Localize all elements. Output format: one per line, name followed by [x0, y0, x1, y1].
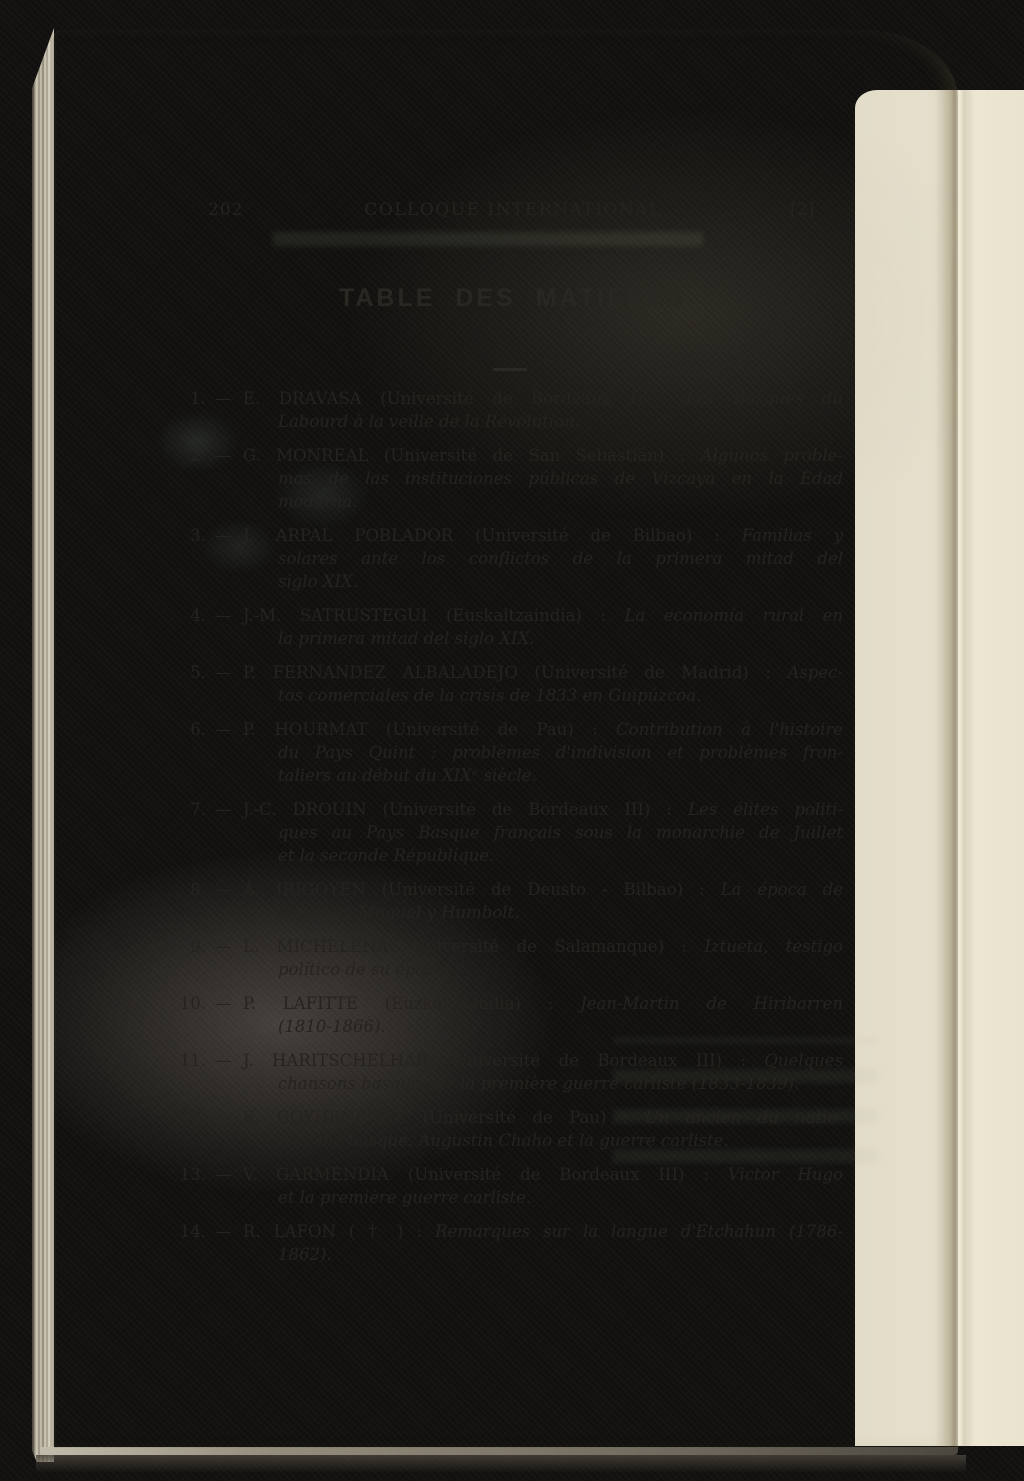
item-author-affiliation: E. DRAVASA (Université de Bordeaux I) :	[243, 389, 686, 408]
item-author-affiliation: J.-M. SATRUSTEGUI (Euskaltzaindia) :	[243, 606, 625, 625]
item-number: 13.	[179, 1165, 206, 1184]
item-first-line	[243, 1163, 843, 1186]
item-number: 1.	[190, 389, 206, 408]
item-title-continuation: moderna.	[278, 492, 358, 511]
item-number: 10.	[179, 994, 206, 1013]
item-body	[243, 798, 843, 867]
item-first-line	[243, 718, 843, 741]
item-title-fragment: Les Basques du	[685, 389, 843, 408]
item-title-continuation: nalisme basque. Augustin Chaho et la guerre carliste.	[278, 1131, 729, 1150]
item-first-line	[243, 661, 843, 684]
item-number: 3.	[190, 526, 206, 545]
item-first-line	[243, 1220, 844, 1243]
item-author-affiliation: P. HOURMAT (Université de Pau) :	[243, 720, 617, 739]
item-body	[243, 1163, 843, 1209]
toc-item	[53, 718, 843, 787]
item-author-affiliation: E. GOYHENECHE (Université de Pau) :	[243, 1108, 645, 1127]
toc-item	[53, 1163, 843, 1209]
toc-item	[53, 878, 843, 924]
toc-item	[53, 604, 843, 650]
toc-item	[53, 444, 843, 513]
item-dash: —	[215, 663, 232, 682]
item-number: 12.	[179, 1108, 206, 1127]
item-title-continuation: et la première guerre carliste.	[278, 1188, 532, 1207]
item-body	[243, 444, 844, 513]
item-title-fragment: Quelques	[764, 1051, 843, 1070]
item-first-line	[243, 387, 843, 410]
item-number: 5.	[190, 663, 206, 682]
item-dash: —	[215, 1108, 232, 1127]
item-number: 4.	[190, 606, 206, 625]
item-number: 2.	[190, 446, 206, 465]
item-author-affiliation: J. HARITSCHELHAR (Université de Bordeaux III) :	[243, 1051, 765, 1070]
item-first-line	[243, 935, 843, 958]
item-number: 11.	[179, 1051, 206, 1070]
toc-item	[53, 798, 843, 867]
toc-item	[53, 935, 843, 981]
item-title-fragment: La época de	[720, 880, 844, 899]
section-title: TABLE DES MATIÈRES	[338, 284, 688, 312]
item-title-fragment: Jean-Martin de Hiribarren	[580, 994, 843, 1013]
running-title: COLLOQUE INTERNATIONAL	[364, 200, 662, 220]
item-author-affiliation: P. LAFITTE (Euzkaltzaindia) :	[243, 994, 581, 1013]
item-body	[243, 878, 844, 924]
item-dash: —	[215, 1222, 232, 1241]
item-title-fragment: Un ancien du natio-	[644, 1108, 844, 1127]
item-title-continuation: ques au Pays Basque français sous la monarchie de Juillet	[278, 823, 843, 842]
toc-item	[53, 524, 843, 593]
item-title-continuation: chansons basques de la première guerre carliste (1833-1839).	[278, 1074, 800, 1093]
item-title-continuation: (1810-1866).	[278, 1017, 386, 1036]
item-author-affiliation: J. ARPAL POBLADOR (Université de Bilbao) :	[243, 526, 742, 545]
item-title-continuation: du Pays Quint : problèmes d'indivision et problèmes fron-	[278, 743, 843, 762]
item-title-fragment: Les élites politi-	[688, 800, 843, 819]
item-first-line	[243, 992, 843, 1015]
item-body	[243, 661, 843, 707]
item-author-affiliation: L. MICHELENA (Université de Salamanque) :	[243, 937, 705, 956]
item-title-fragment: La economía rural en	[624, 606, 843, 625]
item-author-affiliation: P. FERNANDEZ ALBALADEJO (Université de Madrid) :	[243, 663, 788, 682]
item-number: 9.	[190, 937, 206, 956]
item-title-fragment: Aspec-	[787, 663, 843, 682]
book-bottom-shadow	[36, 1455, 966, 1473]
item-title-continuation: solares ante los conflictos de la primera mitad del	[278, 549, 843, 568]
item-author-affiliation: J.-C. DROUIN (Université de Bordeaux III) :	[243, 800, 688, 819]
toc-item	[53, 1049, 843, 1095]
item-title-continuation: Labourd à la veille de la Révolution.	[278, 412, 580, 431]
book-bottom-edge	[40, 1447, 958, 1455]
issue-marker: [2]	[790, 200, 815, 220]
item-body	[243, 1049, 843, 1095]
toc-item	[53, 1106, 843, 1152]
item-first-line	[243, 878, 844, 901]
item-title-fragment: Victor Hugo	[727, 1165, 843, 1184]
item-body	[243, 1220, 844, 1266]
toc-item	[53, 992, 843, 1038]
item-body	[243, 387, 843, 433]
item-title-fragment: Iztueta, testigo	[704, 937, 843, 956]
item-body	[243, 992, 843, 1038]
item-dash: —	[215, 446, 232, 465]
item-title-fragment: Familias y	[741, 526, 843, 545]
book-page	[53, 30, 958, 1448]
item-number: 7.	[190, 800, 206, 819]
item-title-continuation: et la seconde République.	[278, 846, 495, 865]
item-dash: —	[215, 720, 232, 739]
item-first-line	[243, 524, 843, 547]
item-dash: —	[215, 389, 232, 408]
item-dash: —	[215, 526, 232, 545]
item-title-continuation: 1862).	[278, 1245, 332, 1264]
item-dash: —	[215, 606, 232, 625]
item-author-affiliation: R. LAFON ( † ) :	[243, 1222, 436, 1241]
item-first-line	[243, 1049, 843, 1072]
item-title-continuation: Astarloa, Moguel y Humbolt.	[278, 903, 520, 922]
item-title-continuation: taliers au début du XIXᵉ siècle.	[278, 766, 537, 785]
item-title-fragment: Remarques sur la langue d'Etchahun (1786-	[435, 1222, 844, 1241]
item-dash: —	[215, 937, 232, 956]
item-author-affiliation: A. IRIGOYEN (Université de Deusto - Bilbao) :	[243, 880, 721, 899]
item-number: 6.	[190, 720, 206, 739]
toc-item	[53, 387, 843, 433]
item-number: 14.	[179, 1222, 206, 1241]
toc-list	[53, 387, 843, 1277]
item-first-line	[243, 1106, 844, 1129]
item-body	[243, 1106, 844, 1152]
item-title-continuation: político de su época.	[278, 960, 450, 979]
item-dash: —	[215, 800, 232, 819]
item-title-fragment: Algunos proble-	[700, 446, 844, 465]
item-first-line	[243, 798, 843, 821]
item-author-affiliation: V. GARMENDIA (Université de Bordeaux III) :	[243, 1165, 728, 1184]
item-dash: —	[215, 1051, 232, 1070]
item-number: 8.	[190, 880, 206, 899]
item-dash: —	[215, 994, 232, 1013]
toc-item	[53, 1220, 843, 1266]
item-dash: —	[215, 1165, 232, 1184]
item-title-continuation: mas de las instituciones públicas de Vizcaya en la Edad	[278, 469, 843, 488]
item-body	[243, 524, 843, 593]
item-body	[243, 718, 843, 787]
item-first-line	[243, 604, 843, 627]
item-first-line	[243, 444, 844, 467]
item-title-continuation: tos comerciales de la crisis de 1833 en Guipúzcoa.	[278, 686, 702, 705]
item-author-affiliation: G. MONREAL (Université de San Sebastián) :	[243, 446, 701, 465]
item-dash: —	[215, 880, 232, 899]
item-title-continuation: la primera mitad del siglo XIX.	[278, 629, 535, 648]
item-body	[243, 604, 843, 650]
item-body	[243, 935, 843, 981]
title-rule	[493, 368, 527, 371]
item-title-continuation: siglo XIX.	[278, 572, 359, 591]
book-page-edges	[32, 28, 54, 1462]
item-title-fragment: Contribution à l'histoire	[616, 720, 843, 739]
page-number: 202	[208, 200, 244, 220]
toc-item	[53, 661, 843, 707]
